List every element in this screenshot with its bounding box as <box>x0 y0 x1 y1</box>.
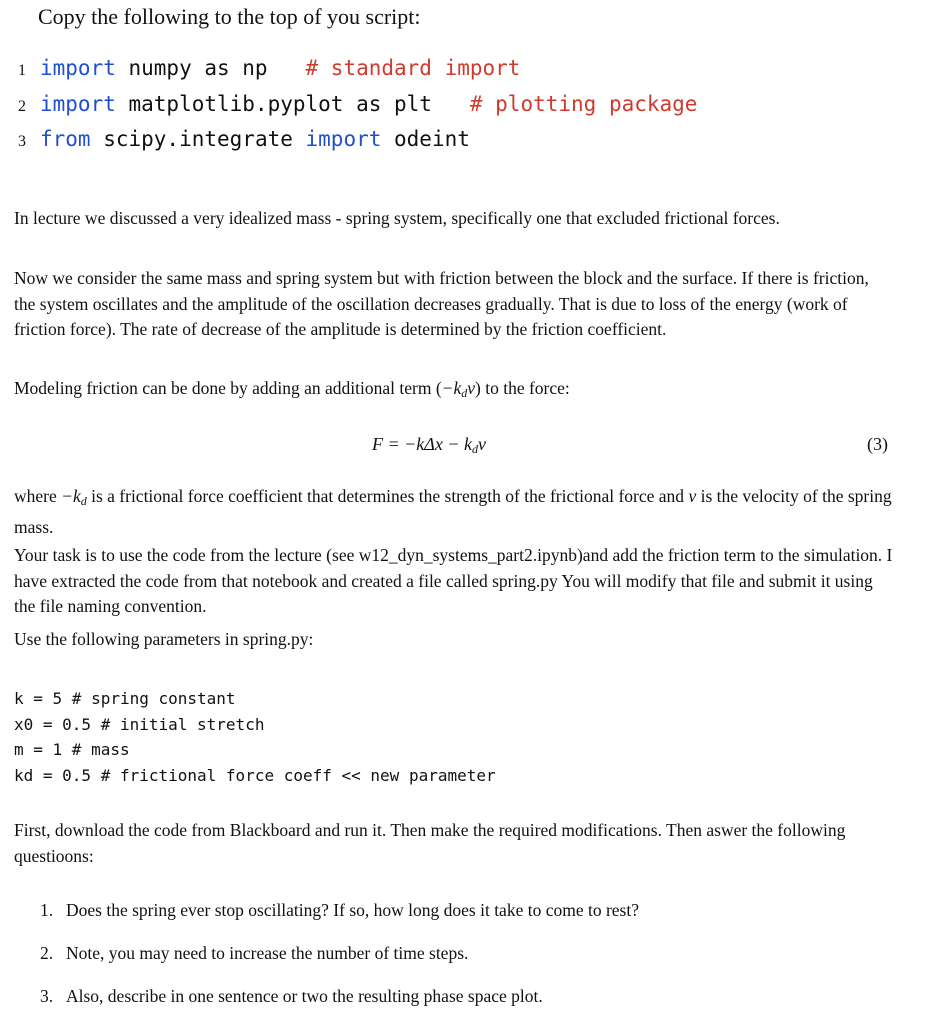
code-text: numpy as np <box>115 56 306 80</box>
equation-subscript: d <box>471 442 478 456</box>
list-item <box>40 986 543 1007</box>
equation-body <box>372 434 486 457</box>
intro-instruction: Copy the following to the top of you script: <box>38 4 421 29</box>
equation-tail: v <box>477 434 486 454</box>
code-text: odeint <box>381 127 470 151</box>
list-number: 2. <box>40 943 54 963</box>
paragraph-instructions <box>14 818 894 869</box>
param-line: x0 = 0.5 # initial stretch <box>14 714 265 734</box>
paragraph-task <box>14 543 894 620</box>
line-number: 1 <box>18 62 26 79</box>
text-run: where <box>14 486 62 506</box>
force-equation <box>0 434 950 464</box>
code-text: scipy.integrate <box>90 127 306 151</box>
math-term: −k <box>61 486 81 506</box>
text-run: ) to the force: <box>475 378 570 398</box>
code-keyword: import <box>40 56 116 80</box>
param-line: k = 5 # spring constant <box>14 689 236 708</box>
list-text: Note, you may need to increase the number of time steps. <box>66 943 469 963</box>
paragraph-friction <box>14 266 894 343</box>
equation-number: (3) <box>867 434 888 454</box>
code-line <box>18 52 697 88</box>
paragraph-text: First, download the code from Blackboard and run it. Then make the required modifications. Then aswer the following questioons: <box>14 820 846 866</box>
param-line: kd = 0.5 # frictional force coeff << new parameter <box>14 765 496 785</box>
paragraph-where <box>14 484 894 540</box>
paragraph-intro <box>14 206 894 232</box>
code-line <box>18 88 697 124</box>
paragraph-text: Your task is to use the code from the lecture (see w12_dyn_systems_part2.ipynb)and add the friction term to the simulation. I have extracted the code from that notebook and created a file called spring.py You will modify that file and submit it using the file naming convention. <box>14 545 893 616</box>
equation-lhs: F = −kΔx − k <box>372 434 472 454</box>
code-comment: # standard import <box>305 56 521 80</box>
code-keyword: import <box>305 127 382 151</box>
math-term: −k <box>441 378 462 398</box>
code-line <box>18 123 697 159</box>
line-number: 3 <box>18 133 26 150</box>
list-number: 1. <box>40 900 54 920</box>
import-code-block <box>18 52 697 159</box>
list-text: Does the spring ever stop oscillating? If so, how long does it take to come to rest? <box>66 900 639 920</box>
math-subscript: d <box>461 386 468 400</box>
paragraph-modeling <box>14 376 894 407</box>
math-subscript: d <box>80 494 87 508</box>
text-run: is a frictional force coefficient that determines the strength of the frictional force and <box>86 486 689 506</box>
paragraph-text: Now we consider the same mass and spring system but with friction between the block and the surface. If there is friction, the system oscillates and the amplitude of the oscillation decreases gradually. That is due to loss of the energy (work of friction force). The rate of decrease of the amplitude is determined by the friction coefficient. <box>14 268 869 339</box>
text-run: Modeling friction can be done by adding an additional term ( <box>14 378 442 398</box>
code-keyword: import <box>40 91 116 116</box>
paragraph-text <box>14 484 894 540</box>
list-item <box>40 900 639 921</box>
paragraph-text <box>14 376 894 407</box>
list-text: Also, describe in one sentence or two the resulting phase space plot. <box>66 986 543 1006</box>
paragraph-params-intro <box>14 627 894 653</box>
math-variable: v <box>688 486 697 506</box>
code-keyword: from <box>40 127 91 151</box>
line-number: 2 <box>18 97 26 115</box>
math-variable: v <box>467 378 476 398</box>
code-comment: # plotting package <box>469 91 698 116</box>
code-text: matplotlib.pyplot as plt <box>115 91 470 116</box>
paragraph-text: Use the following parameters in spring.py: <box>14 629 314 649</box>
param-line: m = 1 # mass <box>14 740 130 759</box>
paragraph-text: In lecture we discussed a very idealized mass - spring system, specifically one that excluded frictional forces. <box>14 208 780 228</box>
text-run: is the velocity of the spring mass. <box>14 486 892 537</box>
parameters-code-block <box>14 686 496 788</box>
list-item <box>40 943 468 964</box>
list-number: 3. <box>40 986 54 1006</box>
